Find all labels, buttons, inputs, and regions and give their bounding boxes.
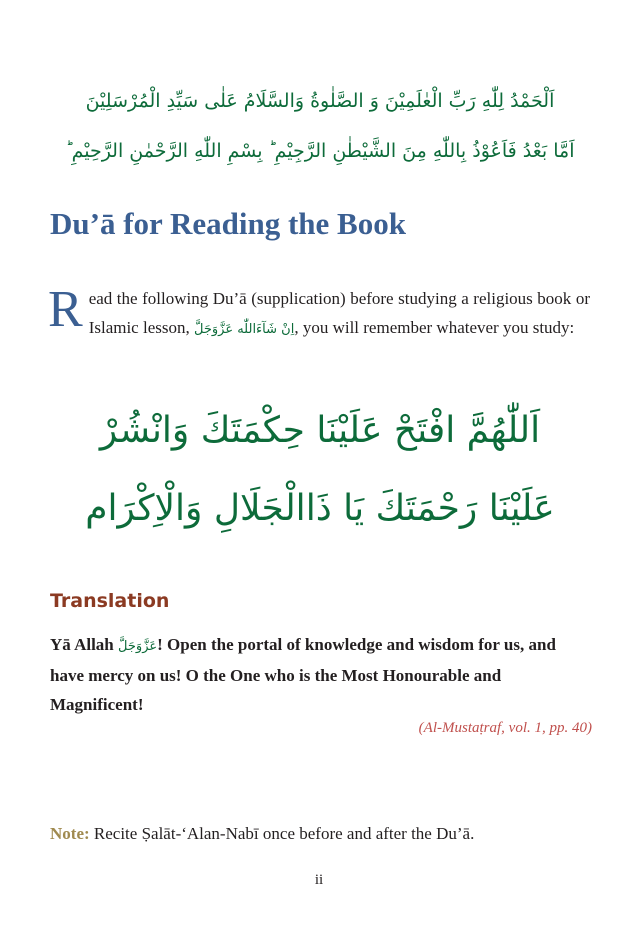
page-number: ii <box>314 872 324 888</box>
intro-text-before: ead the following Du’ā (supplication) before studying a religious book or Islamic lesson, <box>88 289 590 337</box>
page-title: Du’ā for Reading the Book <box>50 206 406 241</box>
drop-cap: R <box>48 281 83 338</box>
translation-body: ! Open the portal of knowledge and wisdom for us, and have mercy on us! O the One who is the Most Honourable and Magnificent! <box>50 635 556 714</box>
translation-prefix: Yā Allah <box>50 635 114 654</box>
translation-text <box>50 630 592 719</box>
note <box>50 824 474 844</box>
note-label: Note: <box>50 824 90 843</box>
note-text: Recite Ṣalāt-‘Alan-Nabī once before and after the Du’ā. <box>89 824 475 843</box>
azza-wajal-arabic: عَزَّوَجَلَّ <box>118 639 158 654</box>
dua-line-2: عَلَيْنَا رَحْمَتَكَ يَا ذَاالْجَلَالِ وَالْاِكْرَام <box>85 488 555 529</box>
intro-paragraph <box>48 281 590 344</box>
intro-text-after: , you will remember whatever you study: <box>294 318 575 337</box>
dua-line-1: اَللّٰهُمَّ افْتَحْ عَلَيْنَا حِكْمَتَكَ وَانْشُرْ <box>99 410 541 451</box>
inshallah-arabic: اِنْ شَآءَاللّٰه عَزَّوَجَلَّ <box>193 322 295 337</box>
source-citation: (Al-Mustaṭraf, vol. 1, pp. 40) <box>418 720 592 736</box>
taawwuz-bismillah-line: اَمَّا بَعْدُ فَاَعُوْذُ بِاللّٰهِ مِنَ الشَّيْطٰنِ الرَّجِيْمِ ؕ بِسْمِ اللّٰهِ الرَّحْمٰنِ الرَّحِيْمِ ؕ <box>65 140 575 162</box>
hamd-salat-line: اَلْحَمْدُ لِلّٰهِ رَبِّ الْعٰلَمِيْنَ وَ الصَّلٰوةُ وَالسَّلَامُ عَلٰى سَيِّدِ الْمُرْسَلِيْنَ <box>85 90 555 112</box>
translation-heading: Translation <box>50 590 170 612</box>
